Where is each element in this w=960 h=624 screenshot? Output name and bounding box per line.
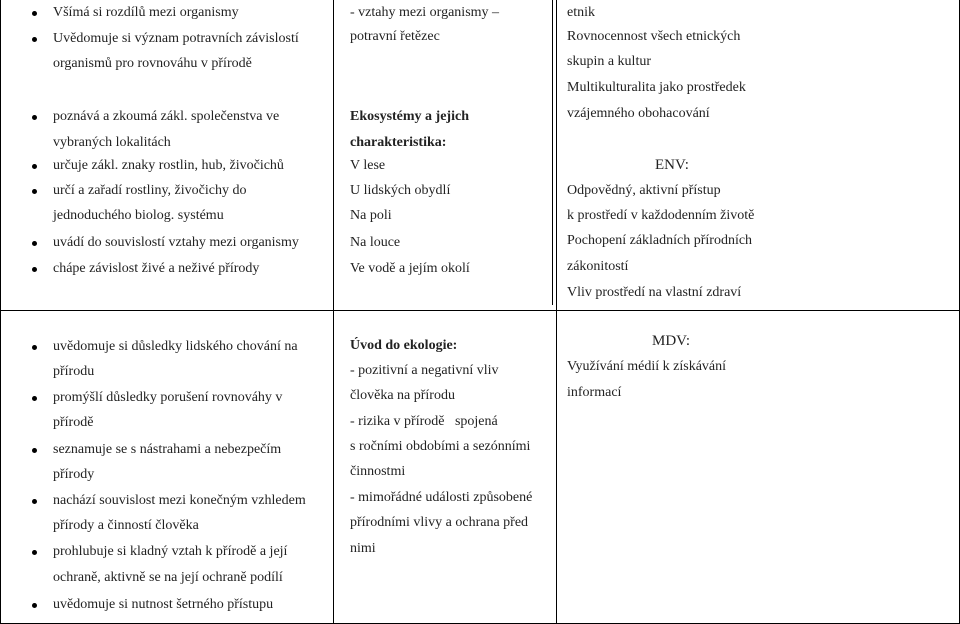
list-item: seznamuje se s nástrahami a nebezpečím <box>53 442 282 457</box>
env-heading: ENV: <box>655 157 689 173</box>
list-item: přírodě <box>53 415 94 430</box>
bullet-icon <box>32 37 37 42</box>
intro-line: potravní řetězec <box>350 29 440 44</box>
section-heading: charakteristika: <box>350 135 447 150</box>
topic-item: V lese <box>350 158 386 173</box>
row-divider <box>0 310 960 311</box>
list-item: určí a zařadí rostliny, živočichy do <box>53 183 247 198</box>
list-item: přírodu <box>53 364 95 379</box>
section-heading: Úvod do ekologie: <box>350 338 458 353</box>
bullet-icon <box>32 499 37 504</box>
list-item: nachází souvislost mezi konečným vzhledem <box>53 493 306 508</box>
intro-line: - vztahy mezi organismy – <box>350 5 500 20</box>
theme-line: Rovnocennost všech etnických <box>567 29 741 44</box>
theme-line: informací <box>567 385 622 400</box>
topic-line: člověka na přírodu <box>350 388 455 403</box>
bullet-icon <box>32 189 37 194</box>
theme-line: etnik <box>567 5 595 20</box>
list-item: promýšlí důsledky porušení rovnováhy v <box>53 390 283 405</box>
list-item: Všímá si rozdílů mezi organismy <box>53 5 239 20</box>
table-divider-3 <box>552 0 553 305</box>
list-item: určuje zákl. znaky rostlin, hub, živočichů <box>53 158 284 173</box>
list-item: přírody <box>53 467 95 482</box>
section-heading: Ekosystémy a jejich <box>350 109 469 124</box>
list-item: uvědomuje si důsledky lidského chování na <box>53 339 298 354</box>
theme-line: skupin a kultur <box>567 54 651 69</box>
theme-line: Pochopení základních přírodních <box>567 233 753 248</box>
topic-item: Na poli <box>350 208 392 223</box>
theme-line: k prostředí v každodenním životě <box>567 208 755 223</box>
topic-item: U lidských obydlí <box>350 183 451 198</box>
bullet-icon <box>32 396 37 401</box>
list-item: prohlubuje si kladný vztah k přírodě a její <box>53 544 288 559</box>
bullet-icon <box>32 241 37 246</box>
bullet-icon <box>32 345 37 350</box>
theme-line: Multikulturalita jako prostředek <box>567 80 746 95</box>
bullet-icon <box>32 11 37 16</box>
list-item: poznává a zkoumá zákl. společenstva ve <box>53 109 280 124</box>
topic-line: - pozitivní a negativní vliv <box>350 363 499 378</box>
topic-line: nimi <box>350 541 376 556</box>
bullet-icon <box>32 603 37 608</box>
topic-line: - rizika v přírodě spojená <box>350 414 498 429</box>
topic-line: - mimořádné události způsobené <box>350 490 533 505</box>
topic-line: činnostmi <box>350 464 406 479</box>
topic-line: přírodními vlivy a ochrana před <box>350 515 529 530</box>
list-item: ochraně, aktivně se na její ochraně podílí <box>53 570 283 585</box>
list-item: vybraných lokalitách <box>53 135 171 150</box>
list-item: organismů pro rovnováhu v přírodě <box>53 56 252 71</box>
theme-line: Vliv prostředí na vlastní zdraví <box>567 285 742 300</box>
list-item: uvědomuje si nutnost šetrného přístupu <box>53 597 274 612</box>
topic-item: Na louce <box>350 235 401 250</box>
list-item: chápe závislost živé a neživé přírody <box>53 261 260 276</box>
bullet-icon <box>32 115 37 120</box>
list-item: přírody a činností člověka <box>53 518 199 533</box>
bullet-icon <box>32 267 37 272</box>
list-item: Uvědomuje si význam potravních závislostí <box>53 31 299 46</box>
table-border-left <box>0 0 1 624</box>
theme-line: Odpovědný, aktivní přístup <box>567 183 721 198</box>
list-item: jednoduchého biolog. systému <box>53 208 224 223</box>
bullet-icon <box>32 164 37 169</box>
theme-line: vzájemného obohacování <box>567 106 710 121</box>
bullet-icon <box>32 550 37 555</box>
list-item: uvádí do souvislostí vztahy mezi organismy <box>53 235 299 250</box>
theme-line: Využívání médií k získávání <box>567 359 727 374</box>
bullet-icon <box>32 448 37 453</box>
theme-line: zákonitostí <box>567 259 629 274</box>
table-divider-1 <box>333 0 334 624</box>
topic-item: Ve vodě a jejím okolí <box>350 261 470 276</box>
table-divider-2 <box>556 0 557 624</box>
mdv-heading: MDV: <box>652 333 691 349</box>
topic-line: s ročními obdobími a sezónními <box>350 439 531 454</box>
